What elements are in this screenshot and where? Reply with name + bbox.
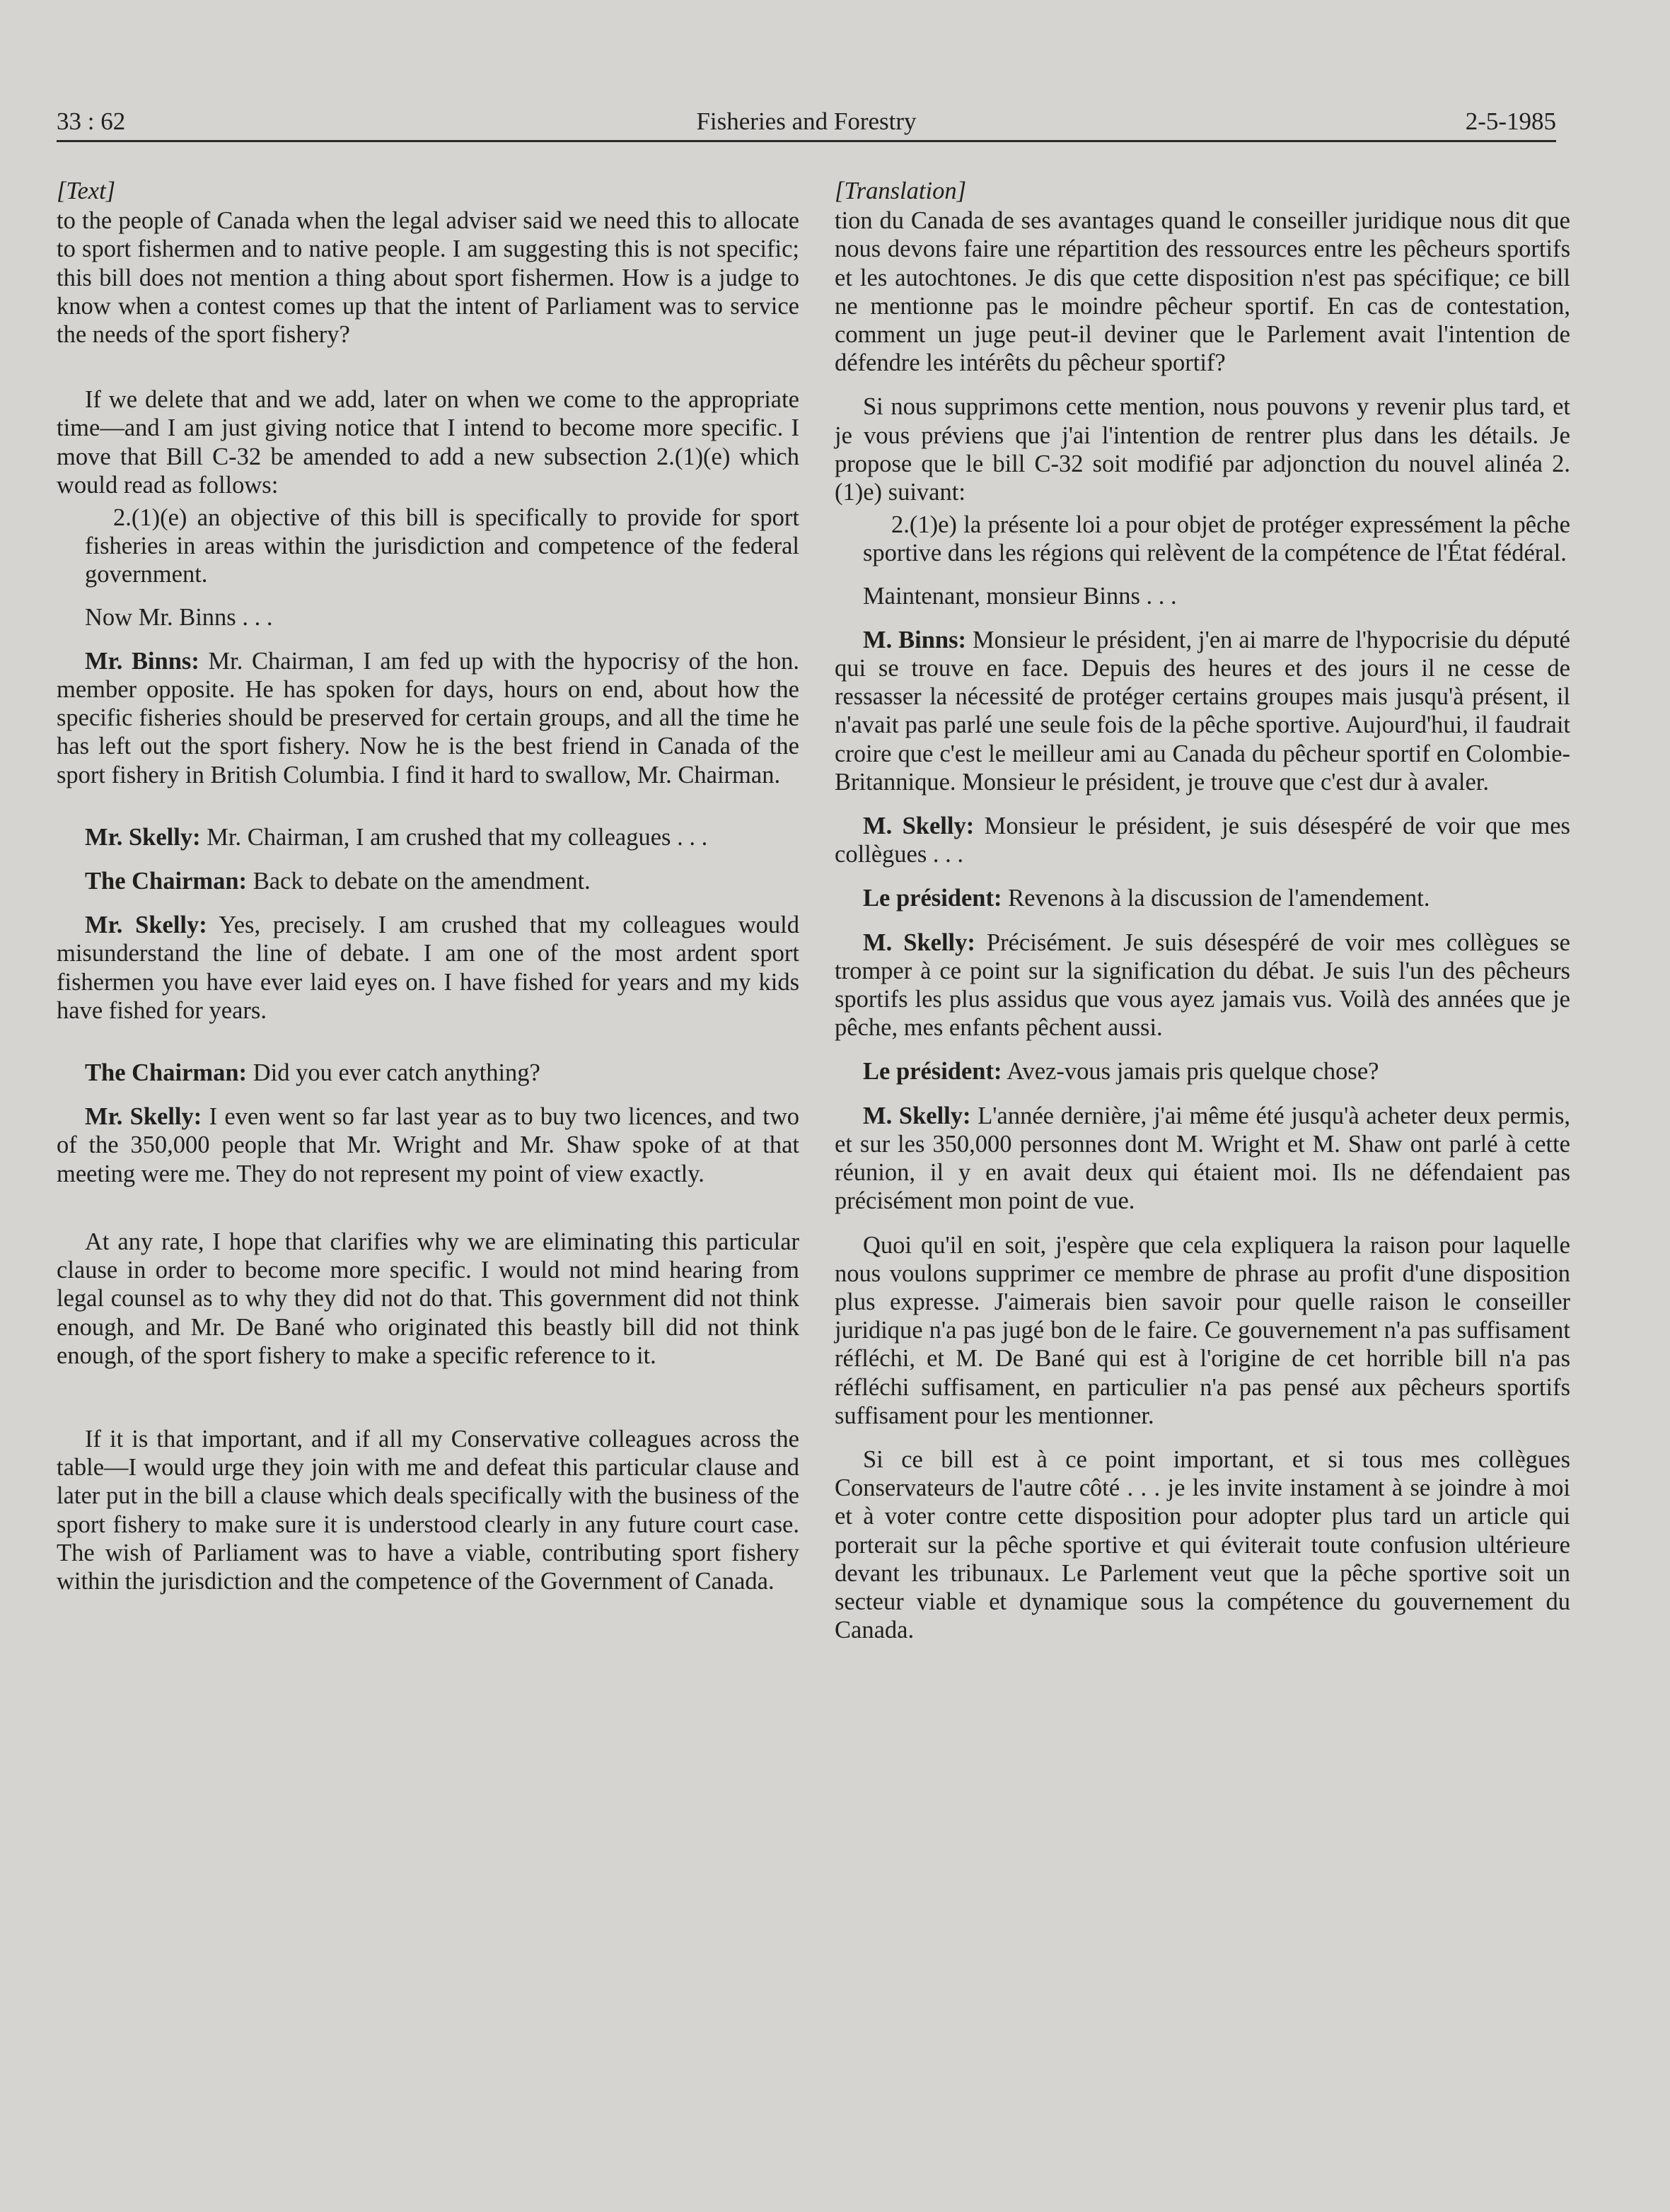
speech-text: Précisément. Je suis désespéré de voir mes collègues se tromper à ce point sur la signification du débat. Je suis l'un des pêcheurs sportifs les plus assidus que vous ayez jamais vus. Voilà des années que je pêche, mes enfants pêchent aussi. (835, 929, 1570, 1042)
paragraph: to the people of Canada when the legal adviser said we need this to allocate to sport fishermen and to native people. I am suggesting this is not specific; this bill does not mention a thing about sport fishermen. How is a judge to know when a contest comes up that the intent of Parliament was to service the needs of the sport fishery? (57, 207, 799, 349)
speech-chairman (835, 884, 1570, 912)
running-header (57, 105, 1556, 142)
paragraph: tion du Canada de ses avantages quand le conseiller juridique nous dit que nous devons faire une répartition des ressources entre les pêcheurs sportifs et les autochtones. Je dis que cette disposition n'est pas spécifique; ce bill ne mentionne pas le moindre pêcheur sportif. En cas de contestation, comment un juge peut-il deviner que le Parlement avait l'intention de défendre les intérêts du pêcheur sportif? (835, 207, 1570, 377)
speech-chairman (57, 1059, 799, 1087)
speaker-name: Le président: (863, 885, 1002, 912)
speech-binns (835, 626, 1570, 796)
speech-text: Did you ever catch anything? (247, 1059, 540, 1087)
speech-text: Mr. Chairman, I am crushed that my colleagues . . . (200, 823, 708, 851)
speaker-name: Mr. Skelly: (85, 1103, 202, 1131)
translation-tag: [Translation] (835, 177, 966, 204)
speech-text: Monsieur le président, j'en ai marre de l'hypocrisie du député qui se trouve en face. Depuis des heures et des jours il ne cesse de ressasser la nécessité de protéger certains groupes mais jusqu'à présent, il n'avait pas parlé une seule fois de la pêche sportive. Aujourd'hui, il faudrait croire que c'est le meilleur ami au Canada du pêcheur sportif en Colombie-Britannique. Monsieur le président, je trouve que c'est dur à avaler. (835, 626, 1570, 796)
paragraph: If we delete that and we add, later on when we come to the appropriate time—and I am just giving notice that I intend to become more specific. I move that Bill C-32 be amended to add a new subsection 2.(1)(e) which would read as follows: (57, 386, 799, 499)
speech-chairman (835, 1057, 1570, 1085)
speaker-name: Mr. Skelly: (85, 823, 201, 851)
french-column (835, 177, 1570, 1644)
paragraph: If it is that important, and if all my Conservative colleagues across the table—I would urge they join with me and defeat this particular clause and later put in the bill a clause which deals specifically with the business of the sport fishery to make sure it is understood clearly in any future court case. The wish of Parliament was to have a viable, contributing sport fishery within the jurisdiction and the competence of the Government of Canada. (57, 1425, 799, 1595)
paragraph: Si nous supprimons cette mention, nous pouvons y revenir plus tard, et je vous préviens que j'ai l'intention de rentrer plus dans les détails. Je propose que le bill C-32 soit modifié par adjonction du nouvel alinéa 2.(1)e) suivant: (835, 393, 1570, 506)
speech-binns (57, 647, 799, 789)
speaker-name: The Chairman: (85, 1059, 248, 1087)
speech-text: I even went so far last year as to buy two licences, and two of the 350,000 people that Mr. Wright and Mr. Shaw spoke of at that meeting were me. They do not represent my point of view exactly. (57, 1103, 799, 1187)
speech-text: L'année dernière, j'ai même été jusqu'à acheter deux permis, et sur les 350,000 personnes dont M. Wright et M. Shaw ont parlé à cette réunion, il y en avait deux qui étaient moi. Ils ne défendaient pas précisément mon point de vue. (835, 1102, 1570, 1215)
speaker-name: M. Binns: (863, 626, 967, 653)
speech-text: Mr. Chairman, I am fed up with the hypocrisy of the hon. member opposite. He has spoken for days, hours on end, about how the specific fisheries should be preserved for certain groups, and all the time he has left out the sport fishery. Now he is the best friend in Canada of the sport fishery in British Columbia. I find it hard to swallow, Mr. Chairman. (57, 647, 799, 788)
header-date: 2-5-1985 (1465, 107, 1556, 135)
english-column (57, 177, 799, 1595)
speaker-name: M. Skelly: (863, 813, 975, 840)
paragraph: Now Mr. Binns . . . (85, 603, 273, 631)
speaker-name: M. Skelly: (863, 929, 975, 956)
speaker-name: Le président: (863, 1058, 1002, 1085)
paragraph: Maintenant, monsieur Binns . . . (863, 582, 1177, 610)
speaker-name: Mr. Skelly: (85, 912, 207, 939)
speech-skelly (57, 911, 799, 1025)
speech-skelly (835, 1102, 1570, 1216)
amendment-quote: 2.(1)(e) an objective of this bill is specifically to provide for sport fisheries in areas within the jurisdiction and competence of the federal government. (85, 504, 799, 588)
speaker-name: The Chairman: (85, 868, 248, 895)
speech-text: Avez-vous jamais pris quelque chose? (1002, 1058, 1379, 1085)
speaker-name: Mr. Binns: (85, 647, 199, 675)
page-number: 33 : 62 (57, 107, 126, 135)
speech-chairman (57, 867, 799, 895)
paragraph: At any rate, I hope that clarifies why we are eliminating this particular clause in order to become more specific. I would not mind hearing from legal counsel as to why they did not do that. This government did not think enough, and Mr. De Bané who originated this beastly bill did not think enough, of the sport fishery to make a specific reference to it. (57, 1228, 799, 1369)
speech-skelly (835, 812, 1570, 868)
paragraph: Si ce bill est à ce point important, et si tous mes collègues Conservateurs de l'autre côté . . . je les invite instament à se joindre à moi et à voter contre cette disposition pour adopter plus tard un article qui porterait sur la pêche sportive et qui éviterait toute confusion ultérieure devant les tribunaux. Le Parlement veut que la pêche sportive soit un secteur viable et dynamique sous la compétence du gouvernement du Canada. (835, 1445, 1570, 1644)
speech-skelly (57, 1102, 799, 1188)
paragraph: Quoi qu'il en soit, j'espère que cela expliquera la raison pour laquelle nous voulons supprimer ce membre de phrase au profit d'une disposition plus expresse. J'aimerais bien savoir pour quelle raison le conseiller juridique n'a pas jugé bon de le faire. Ce gouvernement n'a pas suffisament réfléchi, et M. De Bané qui est à l'origine de cet horrible bill n'a pas réfléchi suffisament, en particulier n'a pas pensé aux pêcheurs sportifs suffisament pour les mentionner. (835, 1231, 1570, 1429)
speech-text: Yes, precisely. I am crushed that my colleagues would misunderstand the line of debate. I am one of the most ardent sport fishermen you have ever laid eyes on. I have fished for years and my kids have fished for years. (57, 912, 799, 1024)
speech-text: Revenons à la discussion de l'amendement. (1002, 885, 1430, 912)
publication-title: Fisheries and Forestry (696, 107, 917, 135)
speech-skelly (57, 823, 799, 851)
amendment-quote: 2.(1)e) la présente loi a pour objet de protéger expressément la pêche sportive dans les régions qui relèvent de la compétence de l'État fédéral. (863, 511, 1570, 567)
speaker-name: M. Skelly: (863, 1102, 971, 1129)
speech-text: Monsieur le président, je suis désespéré de voir que mes collègues . . . (835, 813, 1570, 868)
speech-skelly (835, 929, 1570, 1042)
text-tag: [Text] (57, 177, 116, 204)
speech-text: Back to debate on the amendment. (247, 868, 591, 895)
